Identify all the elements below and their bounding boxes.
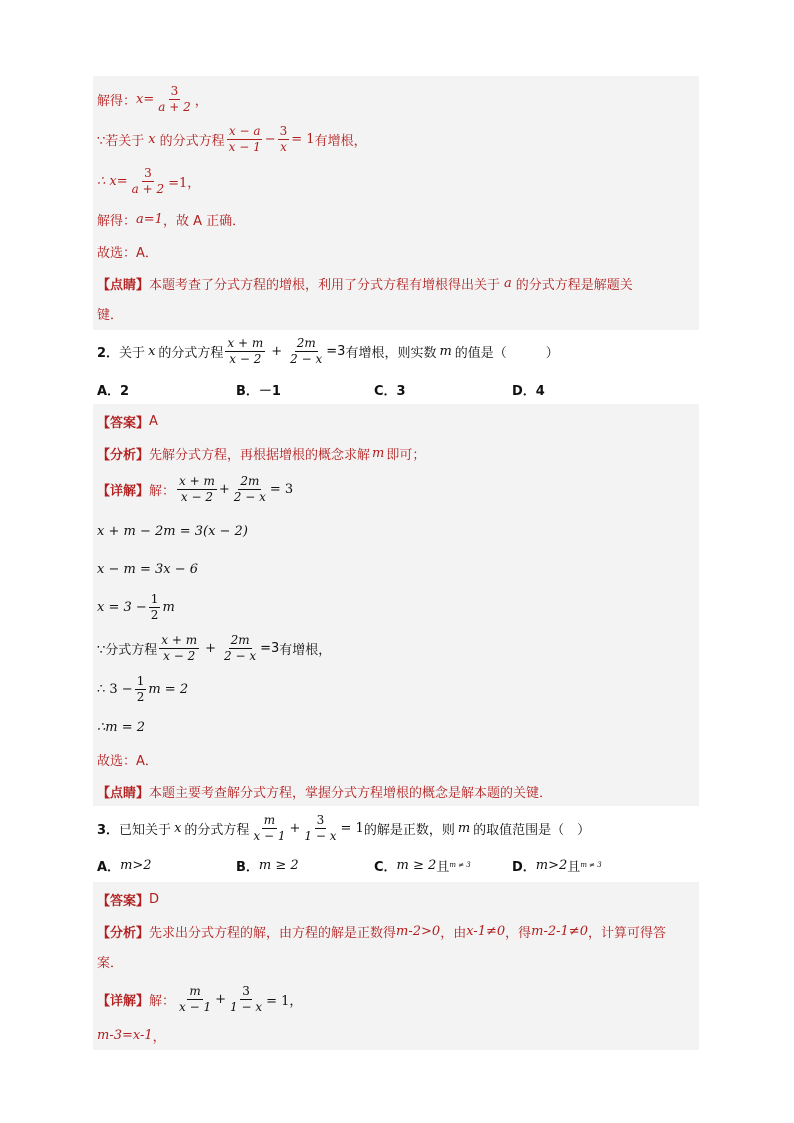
step-3: x = 3 − $\frac{1}{2}$ m	[97, 591, 175, 622]
question-number: 3．	[97, 822, 120, 838]
fraction: $\frac{2m}{2 - x}$	[233, 473, 266, 504]
fraction: $\frac{3}{1 - x}$	[230, 983, 263, 1014]
fraction: $\frac{3}{x}$	[279, 123, 288, 154]
line-since-2: ∵分式方程 $\frac{x + m}{x - 2}$ + $\frac{2m}{2 - x}$ =3 有增根，	[97, 632, 332, 663]
line-fenxi-2: 【分析】 先解分式方程，再根据增根的概念求解 m 即可；	[97, 445, 426, 463]
line-answer-2	[97, 404, 158, 438]
question-2-stem: 2． 关于 x 的分式方程 $\frac{x + m}{x - 2}$ + $\frac{2m}{2 - x}$ =3 有增根，则实数 m 的值是（ ）	[97, 335, 559, 366]
fraction: $\frac{x + m}{x - 2}$	[227, 335, 264, 366]
tag-detail: 【详解】	[97, 483, 150, 499]
fraction: $\frac{3}{a + 2}$	[158, 83, 191, 114]
line-guxuan-1: 故选：A．	[97, 245, 158, 261]
fraction: $\frac{3}{1 - x}$	[304, 812, 337, 843]
question-number: 2．	[97, 345, 120, 361]
line-jiede-1: 解得： x= $\frac{3}{a + 2}$ ，	[97, 83, 208, 114]
line-guxuan-2: 故选：A．	[97, 753, 158, 769]
fraction: $\frac{m}{x - 1}$	[179, 983, 212, 1014]
fraction-half: $\frac{1}{2}$	[150, 591, 159, 622]
tag-answer: 【答案】	[97, 893, 150, 909]
option-b[interactable]: B． m ≥ 2	[236, 857, 299, 875]
line-dianjing-1: 【点睛】 本题考查了分式方程的增根，利用了分式方程有增根得出关于 a 的分式方程是解题关	[97, 275, 633, 293]
fraction-half: $\frac{1}{2}$	[136, 673, 145, 704]
line-answer-3	[97, 882, 159, 916]
line-jiede-2: 解得： a=1 ，故 A 正确．	[97, 211, 246, 229]
line-xiangjie-2: 【详解】 解： $\frac{x + m}{x - 2}$ + $\frac{2m}{2 - x}$ = 3	[97, 473, 294, 504]
line-therefore-x: ∴ x= $\frac{3}{a + 2}$ =1，	[97, 165, 201, 196]
tag-analysis: 【分析】	[97, 447, 150, 463]
tag-dianjing: 【点睛】	[97, 277, 150, 293]
fraction: $\frac{x + m}{x - 2}$	[161, 632, 198, 663]
fraction: $\frac{m}{x - 1}$	[253, 812, 286, 843]
tag-detail: 【详解】	[97, 993, 150, 1009]
option-c[interactable]: C． m ≥ 2 且 m ≠ 3	[374, 857, 471, 875]
fraction: $\frac{3}{a + 2}$	[131, 165, 165, 196]
line-dianjing-2: 【点睛】 本题主要考查解分式方程，掌握分式方程增根的概念是解本题的关键．	[97, 774, 552, 808]
answer-value: D	[149, 891, 160, 907]
option-d[interactable]: D． m>2 且 m ≠ 3	[512, 857, 602, 875]
line-fenxi-3: 【分析】 先求出分式方程的解，由方程的解是正数得 m-2>0 ，由 x-1≠0 ，得 m-2-1≠0 ，计算可得答	[97, 923, 666, 941]
tag-answer: 【答案】	[97, 415, 150, 431]
line-dianjing-1b: 键．	[97, 307, 124, 323]
tag-dianjing: 【点睛】	[97, 785, 150, 801]
solution-block-3	[93, 882, 699, 1050]
step-1: x + m − 2m = 3(x − 2)	[97, 523, 248, 539]
line-xiangjie-3: 【详解】 解： $\frac{m}{x - 1}$ + $\frac{3}{1 - x}$ = 1，	[97, 983, 303, 1014]
option-b[interactable]: B．－1	[236, 383, 281, 399]
tag-analysis: 【分析】	[97, 925, 150, 941]
fraction: $\frac{2m}{2 - x}$	[290, 335, 323, 366]
line-since-zenggen: ∵若关于 x 的分式方程 $\frac{x - a}{x - 1}$ − $\frac{3}{x}$ = 1 有增根，	[97, 123, 367, 154]
option-a[interactable]: A．2	[97, 383, 130, 399]
question-3-stem: 3． 已知关于 x 的分式方程 $\frac{m}{x - 1}$ + $\frac{3}{1 - x}$ = 1 的解是正数，则 m 的取值范围是（ ）	[97, 812, 591, 843]
option-a[interactable]: A． m>2	[97, 857, 152, 875]
line-fenxi-3b: 案．	[97, 955, 124, 971]
step-3-1: m-3=x-1 ，	[97, 1027, 166, 1045]
fraction: $\frac{2m}{2 - x}$	[224, 632, 257, 663]
option-c[interactable]: C．3	[374, 383, 406, 399]
step-4: ∴ 3 − $\frac{1}{2}$ m = 2	[97, 673, 189, 704]
label-jiede: 解得：	[97, 93, 137, 109]
answer-value: A	[149, 413, 158, 429]
step-5: ∴m = 2	[97, 719, 146, 735]
option-d[interactable]: D．4	[512, 383, 545, 399]
fraction: $\frac{x + m}{x - 2}$	[179, 473, 215, 504]
step-2: x − m = 3x − 6	[97, 561, 199, 577]
fraction: $\frac{x - a}{x - 1}$	[228, 123, 261, 154]
